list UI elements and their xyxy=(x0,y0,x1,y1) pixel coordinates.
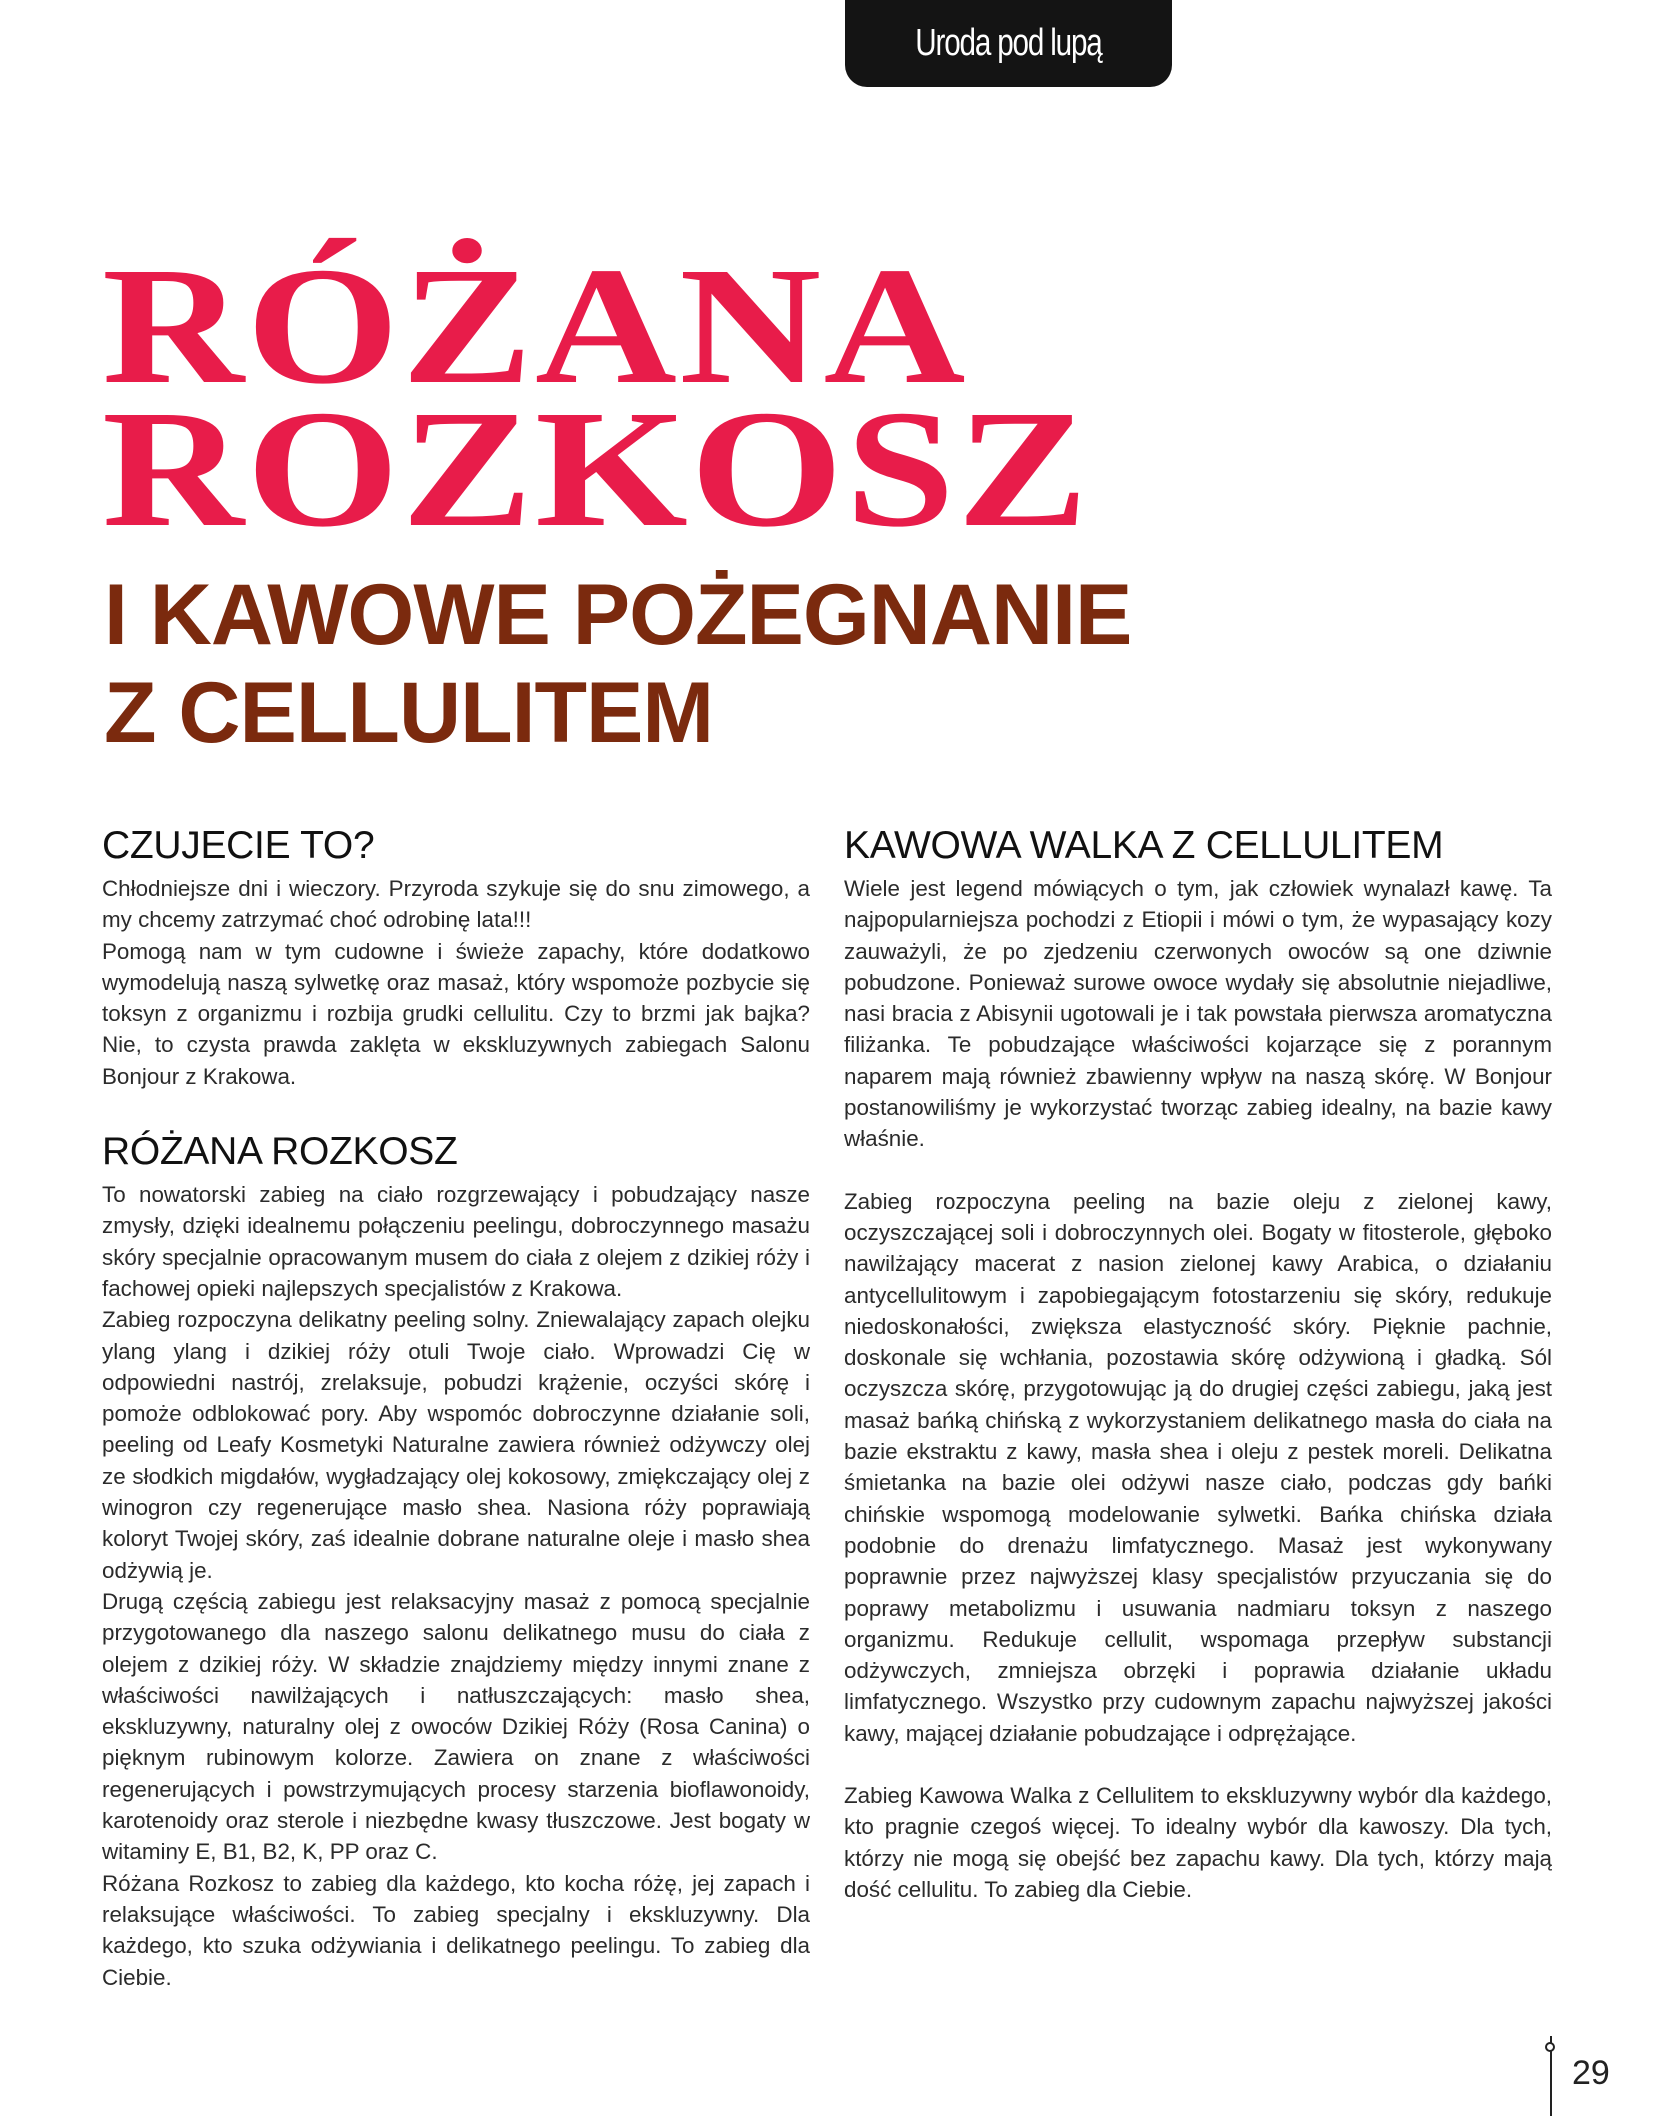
page-number-dot xyxy=(1545,2042,1555,2052)
paragraph: Różana Rozkosz to zabieg dla każdego, kto kocha różę, jej zapach i relaksujące właściwości. To zabieg specjalny i ekskluzywny. Dla każdego, kto szuka odżywiania i delikatnego peelingu. To zabieg dla Ciebie. xyxy=(102,1870,810,1990)
paragraph: Chłodniejsze dni i wieczory. Przyroda szykuje się do snu zimowego, a my chcemy zatrzymać choć odrobinę lata!!! xyxy=(102,876,810,933)
subtitle-line-1: I KAWOWE POŻEGNANIE xyxy=(104,567,1132,663)
section-heading: RÓŻANA ROZKOSZ xyxy=(102,1130,458,1174)
main-title xyxy=(102,233,1091,562)
section-heading: KAWOWA WALKA Z CELLULITEM xyxy=(844,824,1444,867)
paragraph: Zabieg Kawowa Walka z Cellulitem to ekskluzywny wybór dla każdego, kto pragnie czegoś więcej. To idealny wybór dla kawoszy. Dla tych, którzy nie mogą się obejść bez zapachu kawy. Dla tych, którzy mają dość cellulitu. To zabieg dla Ciebie. xyxy=(844,1783,1552,1902)
main-title-line-2: ROZKOSZ xyxy=(102,376,1091,562)
left-column xyxy=(102,822,810,1993)
right-column xyxy=(844,822,1552,1905)
subtitle xyxy=(104,566,1131,762)
section-tab xyxy=(845,0,1172,87)
paragraph: Zabieg rozpoczyna delikatny peeling solny. Zniewalający zapach olejku ylang ylang i dzikiej róży otuli Twoje ciało. Wprowadzi Cię w odpowiedni nastrój, zrelaksuje, pobudzi krążenie, oczyści skórę i pomoże odblokować pory. Aby wspomóc dobroczynne działanie soli, peeling od Leafy Kosmetyki Naturalne zawiera również odżywczy olej ze słodkich migdałów, wygładzający olej kokosowy, zmiękczający olej z winogron czy regenerujące masło shea. Nasiona róży poprawiają koloryt Twojej skóry, zaś idealnie dobrane naturalne oleje i masło shea odżywią je. xyxy=(102,1307,810,1583)
section-label: Uroda pod lupą xyxy=(915,22,1102,64)
page-number: 29 xyxy=(1572,2054,1610,2092)
main-title-line-1: RÓŻANA xyxy=(102,233,968,419)
paragraph: Pomogą nam w tym cudowne i świeże zapachy, które dodatkowo wymodelują naszą sylwetkę oraz masaż, który wspomoże pozbycie się toksyn z organizmu i rozbija grudki cellulitu. Czy to brzmi jak bajka? Nie, to czysta prawda zaklęta w ekskluzywnych zabiegach Salonu Bonjour z Krakowa. xyxy=(102,938,810,1089)
paragraph: To nowatorski zabieg na ciało rozgrzewający i pobudzający nasze zmysły, dzięki idealnemu połączeniu peelingu, dobroczynnego masażu skóry specjalnie opracowanym musem do ciała z olejem z dzikiej róży i fachowej opieki najlepszych specjalistów z Krakowa. xyxy=(102,1182,810,1301)
paragraph: Wiele jest legend mówiących o tym, jak człowiek wynalazł kawę. Ta najpopularniejsza pochodzi z Etiopii i mówi o tym, że wypasający kozy zauważyli, że po zjedzeniu czerwonych owoców są one dziwnie pobudzone. Ponieważ surowe owoce wydały się absolutnie niejadliwe, nasi bracia z Abisynii ugotowali je i tak powstała pierwsza aromatyczna filiżanka. Te pobudzające właściwości kojarzące się z porannym naparem mają również zbawienny wpływ na naszą skórę. W Bonjour postanowiliśmy je wykorzystać tworząc zabieg idealny, na bazie kawy właśnie. xyxy=(844,876,1552,1152)
subtitle-line-2: Z CELLULITEM xyxy=(104,665,714,761)
paragraph: Drugą częścią zabiegu jest relaksacyjny masaż z pomocą specjalnie przygotowanego dla naszego salonu delikatnego musu do ciała z olejem z dzikiej róży. W składzie znajdziemy między innymi znane z właściwości nawilżających i natłuszczających: masło shea, ekskluzywny, naturalny olej z owoców Dzikiej Róży (Rosa Canina) o pięknym rubinowym kolorze. Zawiera on znane z właściwości regenerujących i powstrzymujących procesy starzenia bioflawonoidy, karotenoidy oraz sterole i niezbędne kwasy tłuszczowe. Jest bogaty w witaminy E, B1, B2, K, PP oraz C. xyxy=(102,1588,810,1865)
section-heading: CZUJECIE TO? xyxy=(102,824,375,867)
paragraph: Zabieg rozpoczyna peeling na bazie oleju z zielonej kawy, oczyszczającej soli i dobroczynnych olei. Bogaty w fitosterole, głęboko nawilżający macerat z nasion zielonej kawy Arabica, o działaniu antycellulitowym i zapobiegającym fotostarzeniu się skóry, redukuje niedoskonałości, zwiększa elastyczność skóry. Pięknie pachnie, doskonale się wchłania, pozostawia skórę odżywioną i gładką. Sól oczyszcza skórę, przygotowując ją do drugiej części zabiegu, jaką jest masaż bańką chińską z wykorzystaniem delikatnego masła do ciała na bazie ekstraktu z kawy, masła shea i oleju z pestek moreli. Delikatna śmietanka na bazie olei odżywi nasze ciało, podczas gdy bańki chińskie wspomogą modelowanie sylwetki. Bańka chińska działa podobnie do drenażu limfatycznego. Masaż jest wykonywany poprawnie przez najwyższej klasy specjalistów przyuczania się do poprawy metabolizmu i usuwania nadmiaru toksyn z naszego organizmu. Redukuje cellulit, wspomaga przepływ substancji odżywczych, zmniejsza obrzęki i poprawia działanie układu limfatycznego. Wszystko przy cudownym zapachu najwyższej jakości kawy, mającej działanie pobudzające i odprężające. xyxy=(844,1188,1552,1746)
